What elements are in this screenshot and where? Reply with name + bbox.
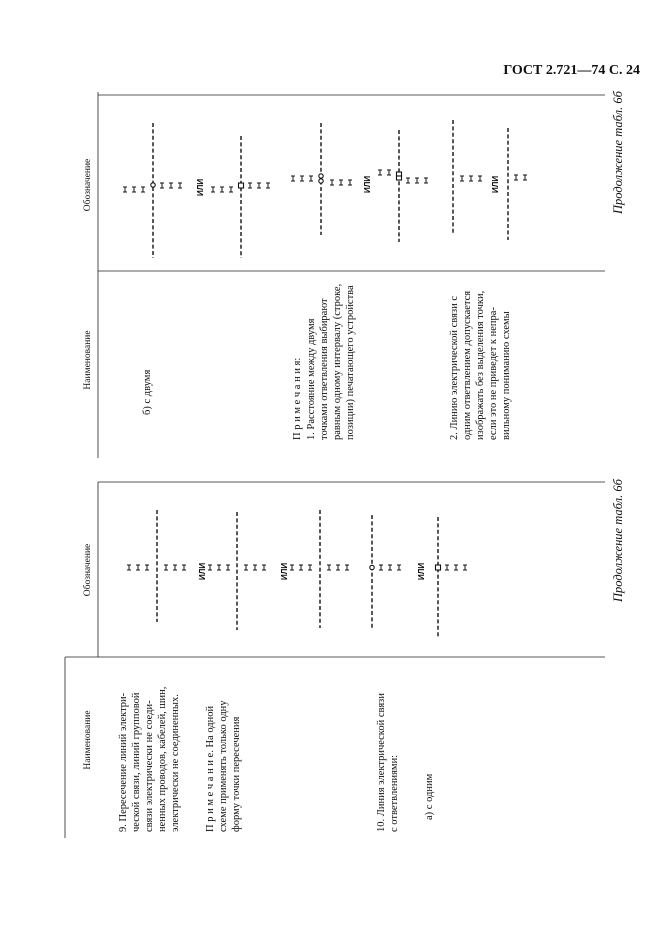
svg-text:П р и м е ч а н и е. На одной: П р и м е ч а н и е. На одной <box>205 705 216 832</box>
continuation-label-left: Продолжение табл. 6б <box>611 479 625 602</box>
svg-text:связи электрически не соеди-: связи электрически не соеди- <box>144 700 155 832</box>
svg-text:10. Линия электрической связи: 10. Линия электрической связи <box>376 693 387 832</box>
svg-text:2. Линию электрической связи с: 2. Линию электрической связи с <box>449 295 460 440</box>
or-label: ИЛИ <box>280 562 289 580</box>
svg-text:ненных проводов, кабелей, шин,: ненных проводов, кабелей, шин, <box>157 686 168 832</box>
symbol-crossing-1 <box>127 510 186 622</box>
svg-text:ческой связи, линий групповой: ческой связи, линий групповой <box>131 692 142 832</box>
svg-text:с ответвлениями:: с ответвлениями: <box>389 754 400 832</box>
item-10-text <box>376 693 400 832</box>
symbol-two-points-square <box>378 130 428 242</box>
column-header-designation: Обозначение <box>83 543 93 597</box>
svg-text:электрически не соединенных.: электрически не соединенных. <box>170 694 181 832</box>
symbol-two-points-dot <box>291 123 352 235</box>
or-label: ИЛИ <box>363 175 372 193</box>
svg-text:форму точки пересечения: форму точки пересечения <box>231 716 242 832</box>
svg-text:если это не приведет к непра-: если это не приведет к непра- <box>488 307 499 440</box>
column-header-name: Наименование <box>83 710 93 770</box>
column-header-name: Наименование <box>83 330 93 390</box>
symbol-crossing-2 <box>208 512 266 630</box>
symbol-branch-no-point <box>453 120 482 235</box>
symbol-two-branches-square <box>211 136 270 258</box>
item-9-note <box>205 700 242 832</box>
item-9-text <box>118 687 181 832</box>
svg-text:схеме применять только одну: схеме применять только одну <box>218 700 229 832</box>
column-header-designation: Обозначение <box>83 158 93 212</box>
symbol-crossing-3 <box>290 510 349 628</box>
svg-text:9. Пересечение линий электри-: 9. Пересечение линий электри- <box>118 692 129 832</box>
svg-text:позиции) печатающего устройств: позиции) печатающего устройства <box>345 285 356 440</box>
page-header: ГОСТ 2.721—74 С. 24 <box>503 63 640 78</box>
or-label: ИЛИ <box>417 562 426 580</box>
right-panel <box>82 90 625 458</box>
symbol-branch-no-point-alt <box>508 128 527 240</box>
symbol-one-branch-dot <box>370 515 401 628</box>
symbol-one-branch-square <box>436 517 468 638</box>
item-b-text: б) с двумя <box>142 369 153 415</box>
svg-text:1. Расстояние между двумя: 1. Расстояние между двумя <box>306 318 317 440</box>
svg-text:вильному пониманию схемы: вильному пониманию схемы <box>501 311 512 440</box>
symbol-two-branches-dot <box>123 123 182 258</box>
note-1 <box>306 284 356 440</box>
or-label: ИЛИ <box>491 175 500 193</box>
or-label: ИЛИ <box>198 562 207 580</box>
continuation-label-right: Продолжение табл. 6б <box>611 91 625 214</box>
item-10a-text: а) с одним <box>424 773 435 820</box>
left-panel <box>65 478 625 838</box>
svg-text:изображать без выделения точки: изображать без выделения точки, <box>475 290 486 440</box>
notes-title: П р и м е ч а н и я: <box>292 357 303 440</box>
svg-text:одним ответвлением допускается: одним ответвлением допускается <box>462 290 473 440</box>
svg-text:равным одному интервалу (строк: равным одному интервалу (строке, <box>332 283 343 440</box>
svg-text:точками ответвления выбирают: точками ответвления выбирают <box>319 298 330 440</box>
or-label: ИЛИ <box>196 178 205 196</box>
note-2 <box>449 291 512 440</box>
